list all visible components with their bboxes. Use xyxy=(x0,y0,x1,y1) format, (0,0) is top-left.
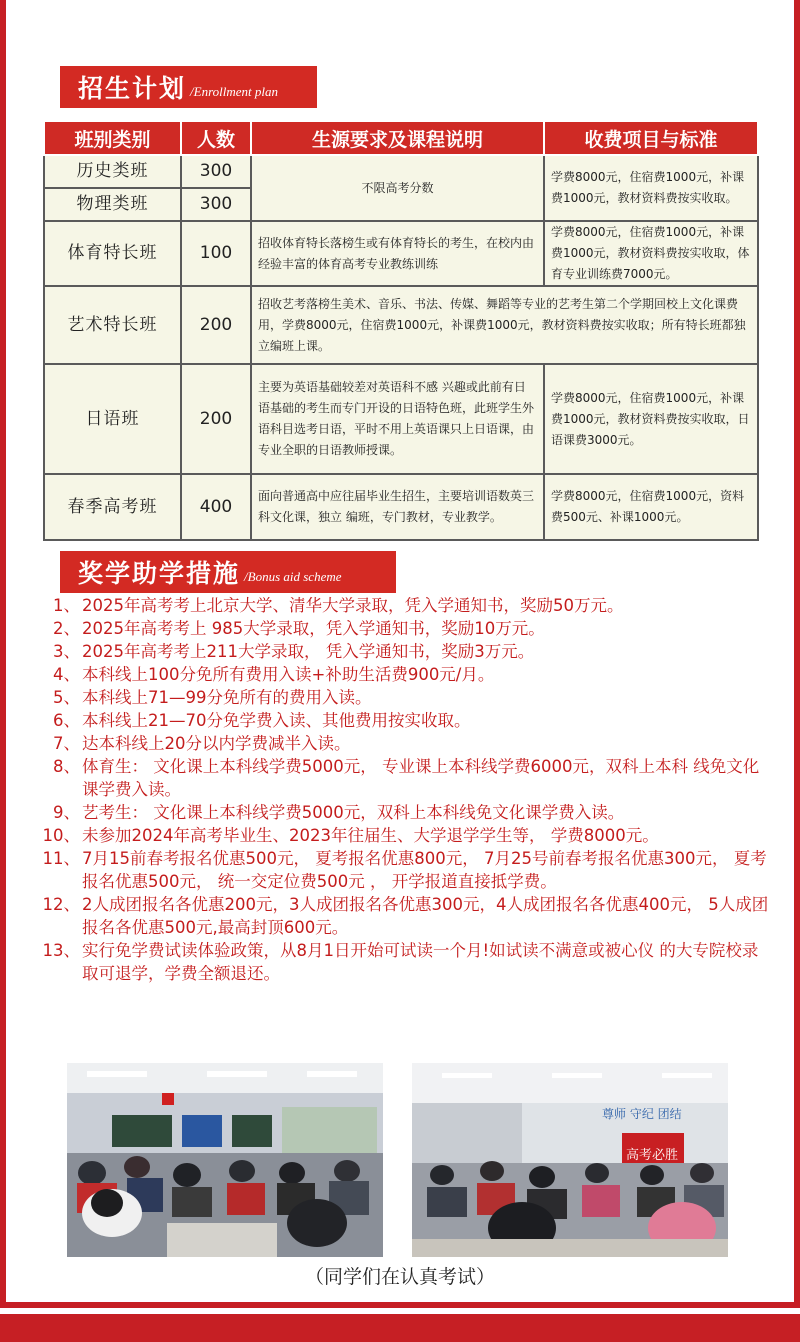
count-history: 300 xyxy=(181,155,251,188)
fee-history-physics: 学费8000元，住宿费1000元，补课费1000元，教材资料费按实收取。 xyxy=(544,155,758,221)
requirement-japanese: 主要为英语基础较差对英语科不感 兴趣或此前有日语基础的考生而专门开设的日语特色班，此班学生外 语科目选考日语，平时不用上英语课只上日语课，由专业全职的日语教师授课。 xyxy=(251,364,544,474)
class-name-history: 历史类班 xyxy=(44,155,181,188)
aid-section-title xyxy=(60,551,396,593)
fee-spring: 学费8000元，住宿费1000元，资料费500元、补课1000元。 xyxy=(544,474,758,540)
list-item xyxy=(40,824,770,847)
item-number: 13、 xyxy=(42,941,80,960)
item-number: 2、 xyxy=(53,619,80,638)
fee-sports: 学费8000元，住宿费1000元，补课费1000元，教材资料费按实收取，体育专业训练费7000元。 xyxy=(544,221,758,286)
item-text: 本科线上100分免所有费用入读+补助生活费900元/月。 xyxy=(82,665,495,684)
class-name-sports: 体育特长班 xyxy=(44,221,181,286)
requirement-spring: 面向普通高中应往届毕业生招生，主要培训语数英三科文化课，独立 编班，专门教材，专业教学。 xyxy=(251,474,544,540)
aid-list xyxy=(40,594,770,985)
enrollment-table xyxy=(43,120,759,541)
header-count: 人数 xyxy=(181,121,251,155)
header-class-type: 班别类别 xyxy=(44,121,181,155)
header-fees: 收费项目与标准 xyxy=(544,121,758,155)
requirement-sports: 招收体育特长落榜生或有体育特长的考生，在校内由经验丰富的体育高考专业教练训练 xyxy=(251,221,544,286)
count-arts: 200 xyxy=(181,286,251,364)
list-item xyxy=(40,617,770,640)
list-item xyxy=(40,594,770,617)
table-row xyxy=(44,474,758,540)
item-text: 本科线上21—70分免学费入读、其他费用按实收取。 xyxy=(82,711,471,730)
requirement-arts: 招收艺考落榜生美术、音乐、书法、传媒、舞蹈等专业的艺考生第二个学期回校上文化课费用，学费8000元，住宿费1000元，补课费1000元，教材资料费按实收取；所有特长班都独立编班上课。 xyxy=(251,286,758,364)
item-text: 艺考生： 文化课上本科线学费5000元，双科上本科线免文化课学费入读。 xyxy=(82,803,625,822)
item-text: 2025年高考考上 985大学录取，凭入学通知书，奖励10万元。 xyxy=(82,619,545,638)
right-red-border xyxy=(794,0,800,1342)
table-row xyxy=(44,364,758,474)
enrollment-title-en: /Enrollment plan xyxy=(190,84,279,99)
aid-title-zh: 奖学助学措施 xyxy=(78,559,241,588)
item-number: 7、 xyxy=(53,734,80,753)
item-number: 10、 xyxy=(42,826,80,845)
footer-decoration xyxy=(0,1302,800,1342)
list-item xyxy=(40,893,770,939)
slogan-banner-text: 尊师 守纪 团结 xyxy=(602,1107,682,1121)
table-row xyxy=(44,286,758,364)
count-japanese: 200 xyxy=(181,364,251,474)
item-number: 8、 xyxy=(53,757,80,776)
item-number: 1、 xyxy=(53,596,80,615)
item-text: 2人成团报名各优惠200元，3人成团报名各优惠300元，4人成团报名各优惠400元， 5人成团报名各优惠500元,最高封顶600元。 xyxy=(82,895,769,937)
list-item xyxy=(40,755,770,801)
item-text: 本科线上71—99分免所有的费用入读。 xyxy=(82,688,372,707)
class-name-arts: 艺术特长班 xyxy=(44,286,181,364)
item-number: 5、 xyxy=(53,688,80,707)
list-item xyxy=(40,939,770,985)
item-number: 12、 xyxy=(42,895,80,914)
classroom-photo-left xyxy=(67,1063,383,1257)
item-number: 11、 xyxy=(42,849,80,868)
item-text: 达本科线上20分以内学费减半入读。 xyxy=(82,734,351,753)
item-number: 6、 xyxy=(53,711,80,730)
header-requirements: 生源要求及课程说明 xyxy=(251,121,544,155)
count-sports: 100 xyxy=(181,221,251,286)
enrollment-section-title xyxy=(60,66,317,108)
list-item xyxy=(40,640,770,663)
item-number: 4、 xyxy=(53,665,80,684)
list-item xyxy=(40,732,770,755)
item-number: 9、 xyxy=(53,803,80,822)
classroom-photo-right xyxy=(412,1063,728,1257)
item-number: 3、 xyxy=(53,642,80,661)
table-row xyxy=(44,155,758,188)
class-name-physics: 物理类班 xyxy=(44,188,181,221)
item-text: 7月15前春考报名优惠500元， 夏考报名优惠800元， 7月25号前春考报名优惠300元， 夏考报名优惠500元， 统一交定位费500元 ， 开学报道直接抵学费。 xyxy=(82,849,767,891)
left-red-border xyxy=(0,0,6,1342)
list-item xyxy=(40,847,770,893)
list-item xyxy=(40,801,770,824)
list-item xyxy=(40,709,770,732)
item-text: 2025年高考考上211大学录取， 凭入学通知书，奖励3万元。 xyxy=(82,642,535,661)
class-name-japanese: 日语班 xyxy=(44,364,181,474)
item-text: 2025年高考考上北京大学、清华大学录取，凭入学通知书，奖励50万元。 xyxy=(82,596,624,615)
table-header-row xyxy=(44,121,758,155)
list-item xyxy=(40,686,770,709)
item-text: 未参加2024年高考毕业生、2023年往届生、大学退学学生等， 学费8000元。 xyxy=(82,826,659,845)
count-physics: 300 xyxy=(181,188,251,221)
count-spring: 400 xyxy=(181,474,251,540)
enrollment-title-zh: 招生计划 xyxy=(78,74,187,103)
table-row xyxy=(44,221,758,286)
photo-caption: （同学们在认真考试） xyxy=(304,1266,495,1288)
list-item xyxy=(40,663,770,686)
class-name-spring: 春季高考班 xyxy=(44,474,181,540)
aid-title-en: /Bonus aid scheme xyxy=(244,569,342,584)
item-text: 体育生： 文化课上本科线学费5000元， 专业课上本科线学费6000元，双科上本科 线免文化课学费入读。 xyxy=(82,757,760,799)
fee-japanese: 学费8000元，住宿费1000元，补课费1000元，教材资料费按实收取，日语课费3000元。 xyxy=(544,364,758,474)
item-text: 实行免学费试读体验政策，从8月1日开始可试读一个月!如试读不满意或被心仪 的大专院校录取可退学，学费全额退还。 xyxy=(82,941,759,983)
requirement-history-physics: 不限高考分数 xyxy=(251,155,544,221)
slogan-poster-text: 高考必胜 xyxy=(626,1148,679,1163)
